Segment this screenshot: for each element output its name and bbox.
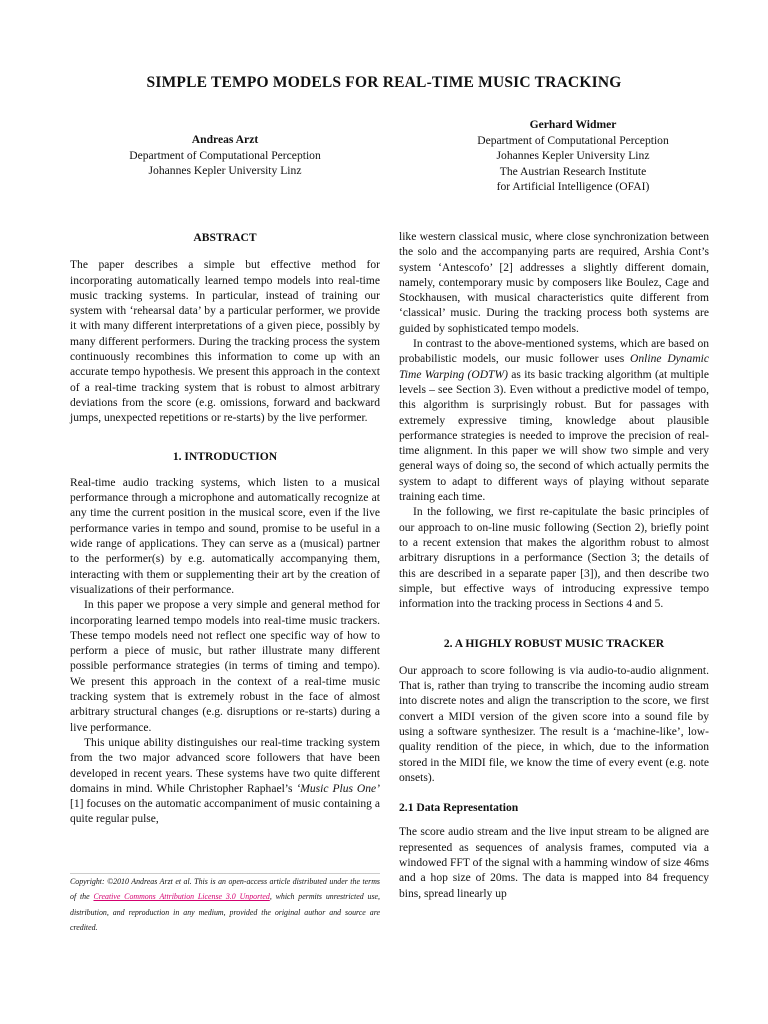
intro-paragraph-3 <box>70 736 380 828</box>
right-column <box>399 230 709 902</box>
author-name: Gerhard Widmer <box>529 118 617 131</box>
author-affiliation: for Artificial Intelligence (OFAI) <box>496 180 650 193</box>
odtw-term: Online Dynamic Time Warping (ODTW) <box>399 353 710 381</box>
intro-paragraph-2: In this paper we propose a very simple and general method for incorporating learned tempo models into real-time music trackers. These tempo models need not reflect one specific way of how to perform a piece of music, but rather illustrate many different possible performance strategies (in terms of timing and tempo). We present this approach in the context of a real-time music tracking system that is extremely robust in the face of almost arbitrary structural changes (e.g. disruptions or re-starts) during a live performance. <box>70 599 380 734</box>
introduction-heading: 1. INTRODUCTION <box>172 449 278 463</box>
paper-title: SIMPLE TEMPO MODELS FOR REAL-TIME MUSIC TRACKING <box>146 74 622 91</box>
author-affiliation: Johannes Kepler University Linz <box>148 164 302 177</box>
left-column <box>70 230 380 828</box>
intro-paragraph-3-text-a: This unique ability distinguishes our real-time tracking system from the two major advanced score followers that have been developed in recent years. These systems have two quite different domains in mind. While Christopher Raphael’s <box>70 736 380 795</box>
right-paragraph-2 <box>399 337 709 505</box>
intro-paragraph-3-text-b: [1] focuses on the automatic accompaniment of music containing a quite regular pulse, <box>70 798 380 826</box>
copyright-notice <box>70 873 380 935</box>
author-block-2 <box>398 117 748 195</box>
author-affiliation: Department of Computational Perception <box>129 148 321 162</box>
copyright-text-end: , which permits unrestricted use, distribution, and reproduction in any medium, provided the original author and source are credited. <box>70 892 380 932</box>
author-affiliation: Department of Computational Perception <box>477 133 669 147</box>
music-plus-one-title: ‘Music Plus One’ <box>296 782 380 795</box>
right-paragraph-2-text-b: as its basic tracking algorithm (at multiple levels – see Section 3). Even without a predictive model of tempo, this algorithm is surprisingly robust. But for passages with extremely expressive timing, knowledge about plausible performance strategies is needed to improve the precision of real-time alignment. In this paper we will show two simple and very general ways of doing so, the second of which actually permits the system to adapt to different ways of playing without separate training each time. <box>399 368 709 504</box>
right-paragraph-2-text-a: In contrast to the above-mentioned systems, which are based on probabilistic models, our music follower uses <box>399 338 709 366</box>
abstract-heading: ABSTRACT <box>193 231 257 244</box>
author-affiliation: Johannes Kepler University Linz <box>496 149 650 162</box>
right-paragraph-3: In the following, we first re-capitulate the basic principles of our approach to on-line music following (Section 2), briefly point to a recent extension that makes the algorithm robust to almost arbitrary disruptions in a performance (Section 3; the details of this are described in a separate paper [3]), and then describe two simple, but effective ways of introducing expressive tempo information into the tracking process in Sections 4 and 5. <box>399 506 709 611</box>
abstract-text: The paper describes a simple but effective method for incorporating automatically learned tempo models into real-time music tracking systems. In particular, instead of training our system with ‘rehearsal data’ by a particular performer, we provide it with many different interpretations of a given piece, possibly by many different performers. During the tracking process the system continuously recombines this information to come up with an accurate tempo hypothesis. We present this approach in the context of a real-time tracking system that is robust to almost arbitrary deviations from the score (e.g. omissions, forward and backward jumps, unexpected repetitions or re-starts) by the live performer. <box>70 259 380 425</box>
section-2-heading: 2. A HIGHLY ROBUST MUSIC TRACKER <box>443 637 665 651</box>
copyright-text: Copyright: ©2010 Andreas Arzt et al. This is an open-access article distributed under the terms of the <box>70 877 380 902</box>
subsection-2-1-paragraph: The score audio stream and the live input stream to be aligned are represented as sequences of analysis frames, computed via a windowed FFT of the signal with a hamming window of size 46ms and a hop size of 20ms. The data is mapped into 84 frequency bins, spread linearly up <box>399 826 709 900</box>
license-link[interactable]: Creative Commons Attribution License 3.0 Unported <box>93 892 270 902</box>
intro-paragraph-1: Real-time audio tracking systems, which listen to a musical performance through a microphone and automatically recognize at any time the current position in the musical score, even if the live performance varies in tempo and sound, promise to be useful in a wide range of applications. They can serve as a (musical) partner to the performer(s) by e.g. automatically accompanying them, interacting with them or supplementing their art by the creation of visualizations of their performance. <box>70 476 380 596</box>
right-paragraph-1: like western classical music, where close synchronization between the solo and the accompanying parts are required, Arshia Cont’s system ‘Antescofo’ [2] addresses a slightly different domain, namely, contemporary music by composers like Boulez, Cage and Stockhausen, with musical characteristics quite different from ‘classical’ music. During the tracking process both systems are guided by sophisticated tempo models. <box>399 231 709 335</box>
subsection-2-1-heading: 2.1 Data Representation <box>399 801 519 815</box>
author-block-1 <box>70 132 380 179</box>
section-2-paragraph: Our approach to score following is via audio-to-audio alignment. That is, rather than trying to transcribe the incoming audio stream into discrete notes and align the transcription to the score, we first convert a MIDI version of the given score into a sound file by using a software synthesizer. The result is a ‘machine-like’, low-quality rendition of the piece, in which, due to the information stored in the MIDI file, we know the time of every event (e.g. note onsets). <box>399 664 709 784</box>
author-name: Andreas Arzt <box>191 133 259 146</box>
author-affiliation: The Austrian Research Institute <box>499 164 647 178</box>
